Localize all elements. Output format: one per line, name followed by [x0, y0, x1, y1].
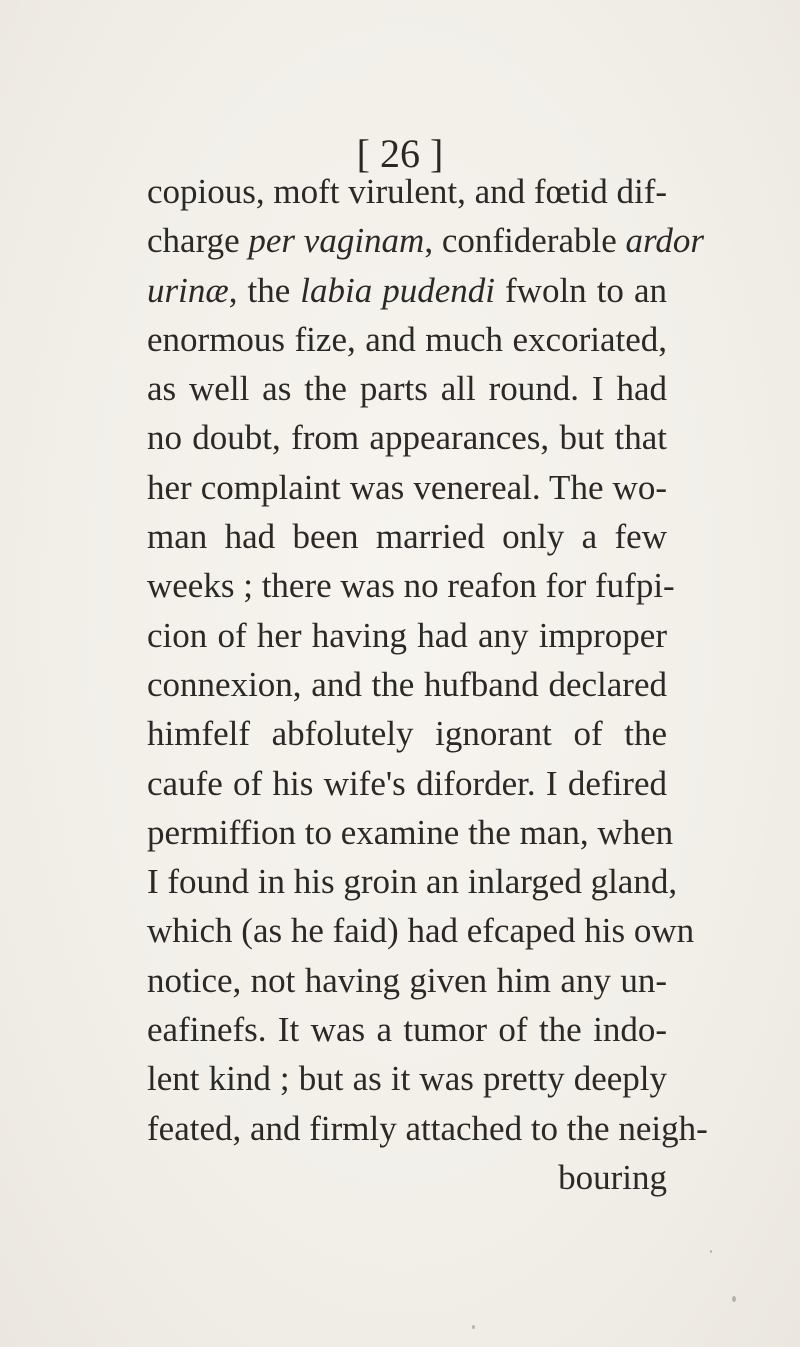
text-line	[147, 1104, 708, 1153]
text-line	[147, 1153, 667, 1202]
text-segment: enormous fize, and much excoriated,	[147, 319, 667, 359]
text-line	[147, 216, 704, 265]
text-segment: notice, not having given him any un-	[147, 960, 667, 1000]
body-text	[147, 167, 708, 1202]
paper-speck	[732, 1296, 736, 1302]
text-segment: , confiderable	[424, 221, 626, 261]
text-segment: eafinefs. It was a tumor of the indo-	[147, 1010, 667, 1050]
text-segment: as well as the parts all round. I had	[147, 369, 667, 409]
italic-phrase: ardor	[625, 221, 704, 261]
text-line	[147, 167, 667, 216]
text-segment: cion of her having had any improper	[147, 615, 667, 655]
text-segment: himfelf abfolutely ignorant of the	[147, 714, 667, 754]
page-number: [ 26 ]	[356, 131, 444, 176]
text-segment: bouring	[558, 1157, 667, 1197]
text-segment: , the	[228, 270, 301, 310]
text-line	[147, 315, 667, 364]
text-segment: no doubt, from appearances, but that	[147, 418, 667, 458]
text-segment: lent kind ; but as it was pretty deeply	[147, 1059, 667, 1099]
text-line	[147, 413, 667, 462]
text-line	[147, 266, 667, 315]
paper-speck	[710, 1250, 712, 1253]
text-line	[147, 808, 674, 857]
text-segment: man had been married only a few	[147, 517, 667, 557]
text-segment: fwoln to an	[495, 270, 667, 310]
text-line	[147, 857, 678, 906]
text-segment: which (as he faid) had efcaped his own	[147, 911, 695, 951]
paper-speck	[472, 1325, 475, 1329]
text-line	[147, 1054, 667, 1103]
text-segment: connexion, and the hufband declared	[147, 664, 667, 704]
text-line	[147, 1005, 667, 1054]
text-segment: caufe of his wife's diforder. I defired	[147, 763, 667, 803]
text-segment: I found in his groin an inlarged gland,	[147, 862, 678, 902]
text-line	[147, 906, 695, 955]
text-line	[147, 561, 675, 610]
text-segment: feated, and firmly attached to the neigh-	[147, 1108, 708, 1148]
text-line	[147, 709, 667, 758]
text-line	[147, 512, 667, 561]
italic-phrase: labia pudendi	[300, 270, 495, 310]
text-line	[147, 463, 667, 512]
text-segment: permiffion to examine the man, when	[147, 812, 674, 852]
text-segment: charge	[147, 221, 249, 261]
text-line	[147, 364, 667, 413]
italic-phrase: urinæ	[147, 270, 229, 310]
text-segment: copious, moft virulent, and fœtid dif-	[147, 172, 668, 211]
italic-phrase: per vaginam	[248, 221, 425, 261]
text-segment: her complaint was venereal. The wo-	[147, 467, 667, 507]
text-segment: weeks ; there was no reafon for fufpi-	[147, 566, 675, 606]
text-line	[147, 611, 667, 660]
text-line	[147, 956, 667, 1005]
text-line	[147, 759, 667, 808]
text-line	[147, 660, 667, 709]
